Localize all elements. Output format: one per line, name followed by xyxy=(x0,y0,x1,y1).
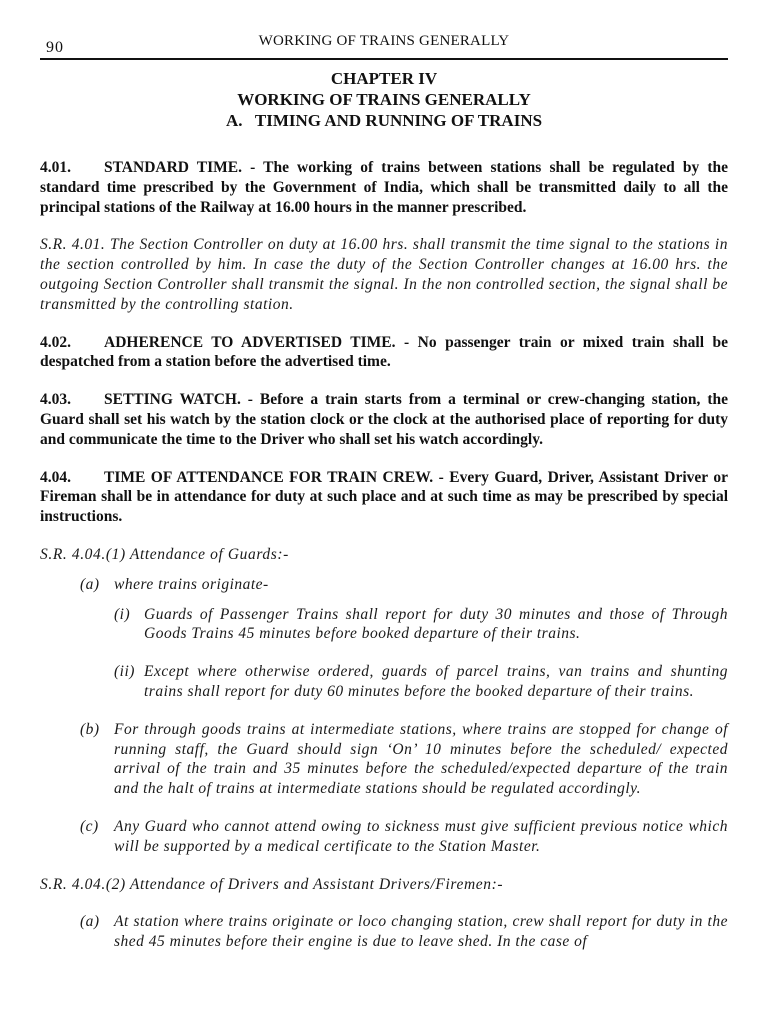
item-label: (i) xyxy=(114,605,131,623)
rule-number: 4.01. xyxy=(40,159,71,176)
sr-4-04-1-item-b xyxy=(40,720,728,799)
rule-4-02 xyxy=(40,333,728,373)
rule-4-04 xyxy=(40,468,728,527)
sr-4-04-2-heading: S.R. 4.04.(2) Attendance of Drivers and Assistant Drivers/Firemen:- xyxy=(40,875,504,893)
sr-4-04-1-item-a-ii xyxy=(40,662,728,702)
page-header xyxy=(40,30,728,60)
item-label: (c) xyxy=(80,817,99,835)
section-heading: A. TIMING AND RUNNING OF TRAINS xyxy=(225,111,543,130)
rule-number: 4.02. xyxy=(40,333,71,351)
item-label: (a) xyxy=(80,575,100,593)
sr-4-04-2-item-a xyxy=(40,912,728,952)
item-text: Guards of Passenger Trains shall report for duty 30 minutes and those of Through Goods Trains 45 minutes before booked departure of their trains. xyxy=(144,605,728,643)
document-page xyxy=(40,0,728,1024)
item-text: Any Guard who cannot attend owing to sickness must give sufficient previous notice which will be supported by a medical certificate to the Station Master. xyxy=(114,817,728,855)
item-text: Except where otherwise ordered, guards of parcel trains, van trains and shunting trains shall report for duty 60 minutes before the booked departure of their trains. xyxy=(144,663,728,700)
rule-number: 4.04. xyxy=(40,468,71,486)
item-label: (b) xyxy=(80,720,100,738)
sr-4-04-1-item-a xyxy=(40,575,728,595)
item-text: For through goods trains at intermediate stations, where trains are stopped for change of running staff, the Guard should sign ‘On’ 10 minutes before the scheduled/ expected arrival of the train and 35 minutes before the scheduled/expected departure of the train and the halt of trains at intermediate stations should be regulated accordingly. xyxy=(114,720,728,798)
rule-text: SETTING WATCH. - Before a train starts from a terminal or crew-changing station, the Guard shall set his watch by the station clock or the clock at the authorised place of reporting for duty and communicate the time to the Driver who shall set his watch accordingly. xyxy=(40,391,728,448)
sr-4-04-1-heading: S.R. 4.04.(1) Attendance of Guards:- xyxy=(40,545,289,563)
rule-4-01 xyxy=(40,158,728,217)
chapter-subject: WORKING OF TRAINS GENERALLY xyxy=(237,90,531,109)
chapter-titles xyxy=(40,68,728,131)
document-body xyxy=(40,158,728,952)
sr-4-04-1-item-a-i xyxy=(40,605,728,645)
item-label: (a) xyxy=(80,913,100,931)
sr-4-04-1-item-c xyxy=(40,817,728,857)
chapter-heading: CHAPTER IV xyxy=(330,69,438,88)
item-label: (ii) xyxy=(114,663,135,681)
subsidiary-rule-4-01: S.R. 4.01. The Section Controller on duty at 16.00 hrs. shall transmit the time signal to the stations in the section controlled by him. In case the duty of the Section Controller changes at 16.00 hrs. the outgoing Section Controller shall transmit the signal. In the non controlled section, the signal shall be transmitted by the controlling station. xyxy=(40,236,728,313)
item-text: where trains originate- xyxy=(114,575,269,593)
rule-number: 4.03. xyxy=(40,391,71,409)
rule-text: ADHERENCE TO ADVERTISED TIME. - No passenger train or mixed train shall be despatched from a station before the advertised time. xyxy=(40,333,728,371)
page-number: 90 xyxy=(46,39,64,56)
running-title: WORKING OF TRAINS GENERALLY xyxy=(258,33,510,49)
item-text: At station where trains originate or loco changing station, crew shall report for duty in the shed 45 minutes before their engine is due to leave shed. In the case of xyxy=(114,913,728,951)
rule-4-03 xyxy=(40,390,728,449)
rule-text: TIME OF ATTENDANCE FOR TRAIN CREW. - Every Guard, Driver, Assistant Driver or Fireman shall be in attendance for duty at such place and at such time as may be prescribed by special instructions. xyxy=(40,468,728,526)
rule-text: STANDARD TIME. - The working of trains between stations shall be regulated by the standard time prescribed by the Government of India, which shall be transmitted daily to all the principal stations of the Railway at 16.00 hours in the manner prescribed. xyxy=(40,159,728,216)
